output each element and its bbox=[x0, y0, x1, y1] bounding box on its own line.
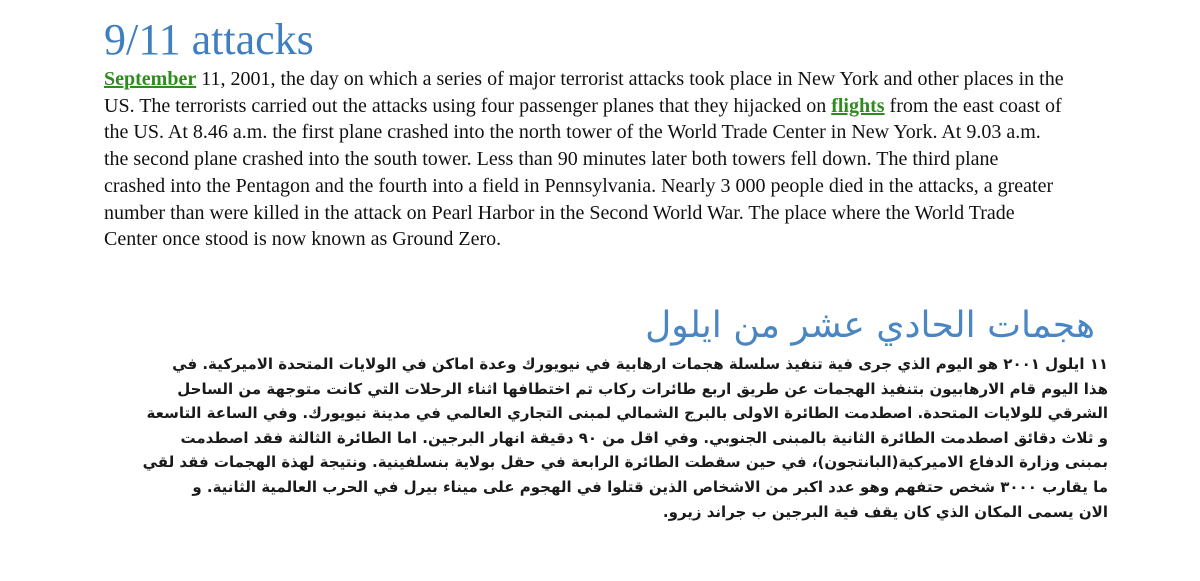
arabic-title: هجمات الحادي عشر من ايلول bbox=[645, 305, 1095, 346]
flights-link[interactable]: flights bbox=[831, 94, 885, 117]
arabic-line: الشرقي للولايات المتحدة. اصطدمت الطائرة الاولى بالبرج الشمالي لمبنى التجاري العالمي في مدينة نيويورك. وفي الساعة التاسعة bbox=[146, 404, 1108, 423]
september-link[interactable]: September bbox=[104, 68, 197, 90]
arabic-line: و ثلاث دقائق اصطدمت الطائرة الثانية بالمبنى الجنوبي. وفي اقل من ٩٠ دقيقة انهار البرجين. اما الطائرة الثالثة فقد اصطدمت bbox=[180, 428, 1108, 447]
arabic-line: هذا اليوم قام الارهابيون بتنفيذ الهجمات عن طريق اربع طائرات ركاب تم اختطافها اثناء الرحلات التي كانت متوجهة من الساحل bbox=[177, 379, 1108, 398]
english-text-part-2: from the east coast of the US. At 8.46 a.m. the first plane crashed into the north tower of the World Trade Center in New York. At 9.03 a.m. the second plane crashed into the south tower. Less than 90 minutes later both towers fell down. The third plane crashed into the Pentagon and the fourth into a field in Pennsylvania. Nearly 3 000 people died in the attacks, a greater number than were killed in the attack on Pearl Harbor in the Second World War. The place where the World Trade Center once stood is now known as Ground Zero. bbox=[104, 94, 1062, 251]
arabic-line: الان يسمى المكان الذي كان يقف فية البرجين ب جراند زيرو. bbox=[662, 502, 1108, 521]
arabic-paragraph bbox=[108, 352, 1108, 524]
arabic-line: ١١ ايلول ٢٠٠١ هو اليوم الذي جرى فية تنفيذ سلسلة هجمات ارهابية في نيويورك وعدة اماكن في الولايات المتحدة الاميركية. في bbox=[172, 355, 1108, 373]
arabic-line: بمبنى وزارة الدفاع الاميركية(البانتجون)، في حين سقطت الطائرة الرابعة في حقل بولاية بنسلفينية. ونتيجة لهذة الهجمات فقد لقي bbox=[142, 453, 1108, 472]
english-text-part-1: 11, 2001, the day on which a series of major terrorist attacks took place in New York and other places in the US. The terrorists carried out the attacks using four passenger planes that they hijacked on bbox=[104, 68, 1064, 117]
english-title: 9/11 attacks bbox=[104, 15, 314, 64]
english-paragraph bbox=[104, 66, 1064, 253]
arabic-line: ما يقارب ٣٠٠٠ شخص حتفهم وهو عدد اكبر من الاشخاص الذين قتلوا في الهجوم على ميناء بيرل في الحرب العالمية الثانية. و bbox=[192, 477, 1108, 496]
